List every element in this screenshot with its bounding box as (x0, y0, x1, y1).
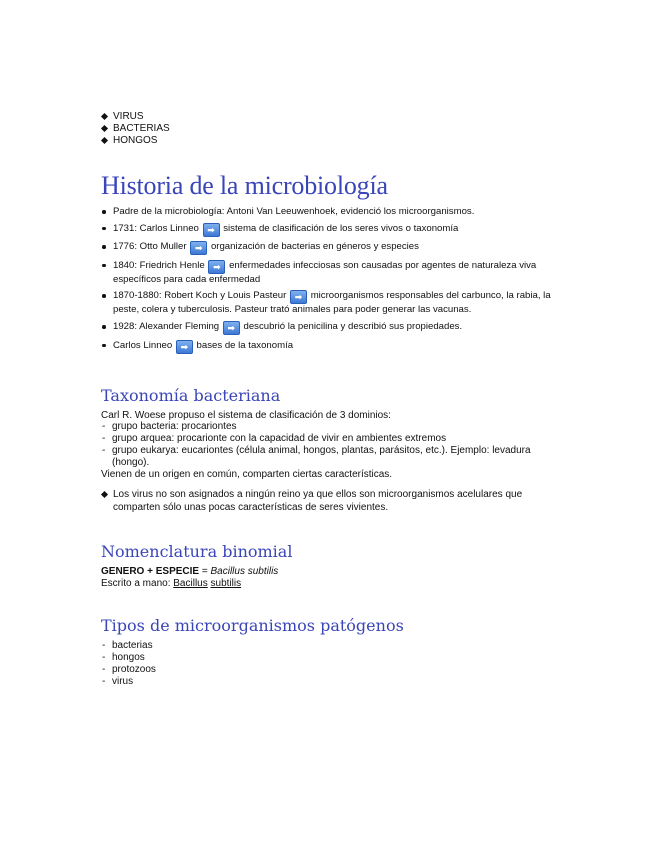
document-page (101, 111, 551, 688)
tipos-title: Tipos de microorganismos patógenos (101, 616, 404, 636)
taxonomia-outro: Vienen de un origen en común, comparten ciertas características. (101, 468, 393, 480)
list-item: VIRUS (101, 111, 551, 123)
nomenclatura-formula: GENERO + ESPECIE = Bacillus subtilis (101, 565, 279, 577)
list-item: - grupo eukarya: eucariontes (célula animal, hongos, plantas, parásitos, etc.). Ejemplo: levadura (hongo). (101, 445, 551, 469)
list-item: 1928: Alexander Fleming ➡ descubrió la penicilina y describió sus propiedades. (101, 321, 551, 335)
list-item: 1870-1880: Robert Koch y Louis Pasteur ➡ microorganismos responsables del carbunco, la rabia, la peste, colera y tuberculosis. Pasteur trató animales para poder generar las vacunas. (101, 290, 551, 316)
taxonomia-intro: Carl R. Woese propuso el sistema de clasificación de 3 dominios: (101, 409, 391, 421)
nomenclatura-section (101, 542, 551, 590)
tipos-list (101, 640, 551, 687)
list-item: - hongos (101, 652, 551, 664)
historia-list (101, 206, 551, 354)
list-item: HONGOS (101, 135, 551, 147)
historia-title: Historia de la microbiología (101, 171, 388, 200)
list-item: - bacterias (101, 640, 551, 652)
list-item: - grupo bacteria: procariontes (101, 421, 551, 433)
list-item: 1731: Carlos Linneo ➡ sistema de clasificación de los seres vivos o taxonomía (101, 223, 551, 237)
arrow-right-icon: ➡ (203, 223, 220, 237)
taxonomia-section (101, 386, 551, 514)
list-item: Los virus no son asignados a ningún reino ya que ellos son microorganismos acelulares que comparten sólo unas pocas características de seres vivientes. (101, 489, 551, 513)
arrow-right-icon: ➡ (223, 321, 240, 335)
list-item: 1840: Friedrich Henle ➡ enfermedades infecciosas son causadas por agentes de naturaleza viva específicos para cada enfermedad (101, 260, 551, 286)
list-item: Carlos Linneo ➡ bases de la taxonomía (101, 340, 551, 354)
virus-note (101, 489, 551, 513)
list-item: Padre de la microbiología: Antoni Van Leeuwenhoek, evidenció los microorganismos. (101, 206, 551, 218)
tipos-section (101, 616, 551, 687)
nomenclatura-handwritten: Escrito a mano: Bacillus subtilis (101, 577, 242, 589)
arrow-right-icon: ➡ (290, 290, 307, 304)
dominios-list (101, 421, 551, 468)
list-item: - virus (101, 676, 551, 688)
list-item: - protozoos (101, 664, 551, 676)
arrow-right-icon: ➡ (176, 340, 193, 354)
arrow-right-icon: ➡ (208, 260, 225, 274)
nomenclatura-title: Nomenclatura binomial (101, 541, 293, 561)
list-item: 1776: Otto Muller ➡ organización de bacterias en géneros y especies (101, 241, 551, 255)
top-list (101, 111, 551, 147)
list-item: - grupo arquea: procarionte con la capacidad de vivir en ambientes extremos (101, 433, 551, 445)
list-item: BACTERIAS (101, 123, 551, 135)
taxonomia-title: Taxonomía bacteriana (101, 385, 281, 405)
arrow-right-icon: ➡ (190, 241, 207, 255)
